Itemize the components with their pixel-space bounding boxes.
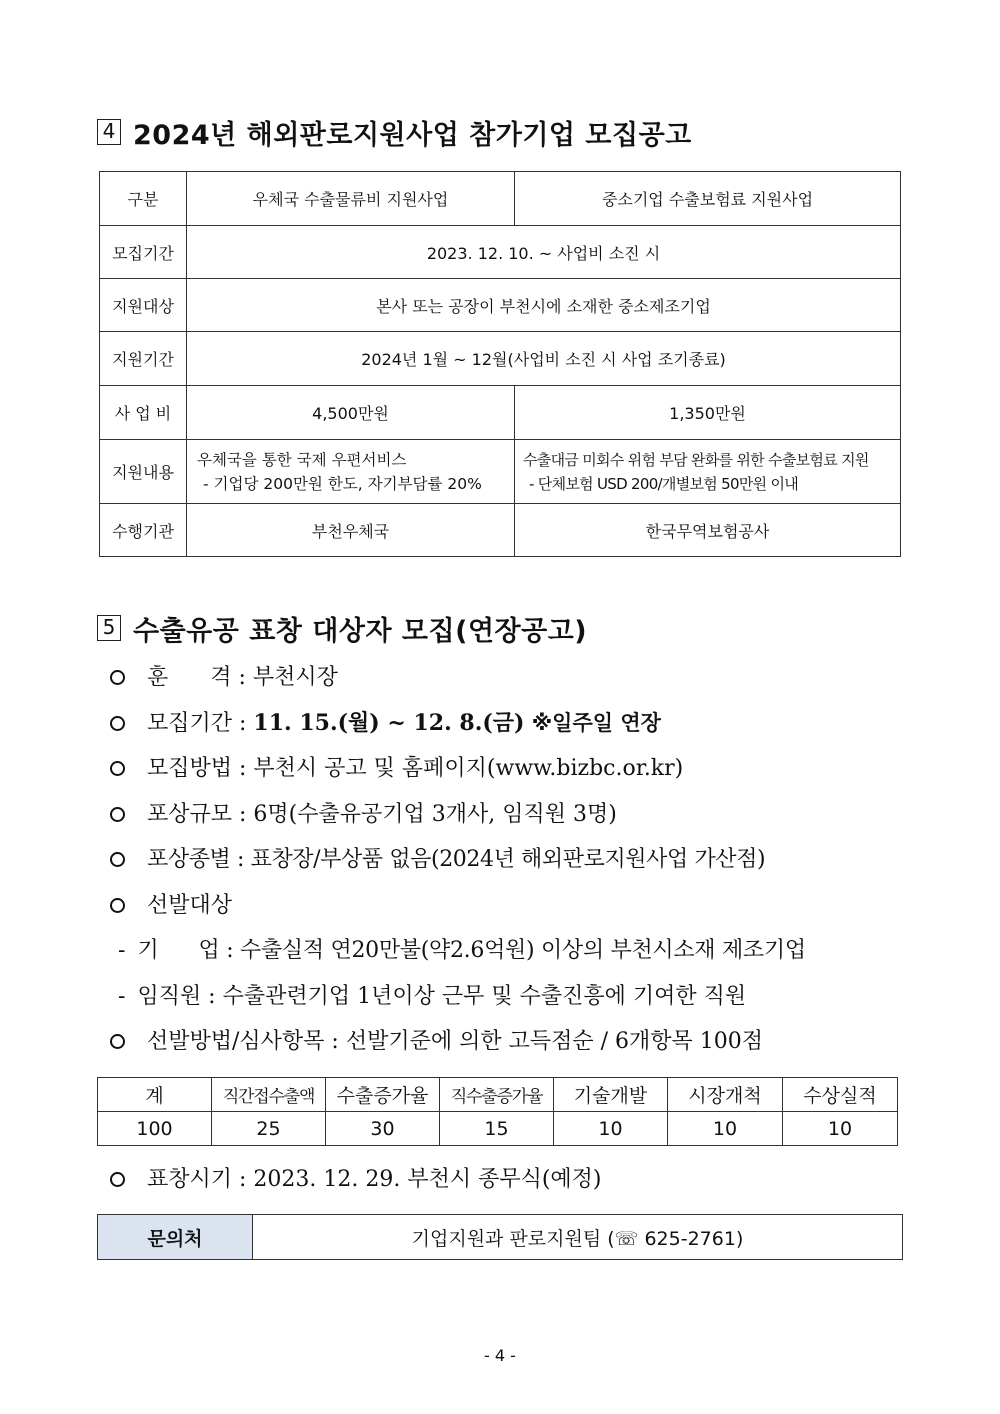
table-header-cell: 수상실적 bbox=[783, 1078, 898, 1112]
recruit-dates: 11. 15.(월) ~ 12. 8.(금) bbox=[253, 709, 525, 736]
table-header-cell: 시장개척 bbox=[668, 1078, 783, 1112]
table-cell: 한국무역보험공사 bbox=[515, 504, 901, 557]
selection-target-label: 선발대상 bbox=[147, 892, 233, 918]
recruit-method: 모집방법 : 부천시 공고 및 홈페이지(www.bizbc.or.kr) bbox=[147, 756, 684, 781]
page-number: - 4 - bbox=[484, 1346, 516, 1365]
table-cell: 2023. 12. 10. ~ 사업비 소진 시 bbox=[187, 226, 901, 279]
list-item bbox=[100, 655, 920, 701]
circle-bullet-icon bbox=[110, 761, 125, 776]
selection-criteria: 선발방법/심사항목 : 선발기준에 의한 고득점순 / 6개항목 100점 bbox=[147, 1029, 763, 1054]
target-employee: 임직원 : 수출관련기업 1년이상 근무 및 수출진흥에 기여한 직원 bbox=[137, 983, 747, 1009]
circle-bullet-icon bbox=[110, 1172, 125, 1187]
recruit-period-label: 모집기간 : bbox=[147, 710, 254, 736]
table-cell bbox=[187, 440, 515, 504]
list-item bbox=[100, 928, 920, 974]
table-header-cell: 구분 bbox=[100, 172, 187, 226]
list-item bbox=[100, 837, 920, 883]
table-header-cell: 계 bbox=[98, 1078, 212, 1112]
award-details-list bbox=[100, 655, 920, 1065]
table-row bbox=[100, 332, 901, 386]
circle-bullet-icon bbox=[110, 852, 125, 867]
table-row bbox=[100, 440, 901, 504]
list-item bbox=[100, 1157, 920, 1203]
table-header-cell: 기술개발 bbox=[554, 1078, 668, 1112]
list-item bbox=[100, 746, 920, 792]
section-number-box: 4 bbox=[97, 119, 121, 145]
table-cell: 부천우체국 bbox=[187, 504, 515, 557]
section-title: 수출유공 표창 대상자 모집(연장공고) bbox=[133, 615, 588, 647]
award-scale: 포상규모 : 6명(수출유공기업 3개사, 임직원 3명) bbox=[147, 801, 617, 827]
table-cell: 10 bbox=[668, 1112, 783, 1146]
table-row bbox=[98, 1112, 898, 1146]
table-cell: 10 bbox=[554, 1112, 668, 1146]
table-header-cell: 중소기업 수출보험료 지원사업 bbox=[515, 172, 901, 226]
table-row bbox=[100, 279, 901, 332]
circle-bullet-icon bbox=[110, 1034, 125, 1049]
award-grade: 훈 격 : 부천시장 bbox=[147, 665, 338, 690]
contact-label: 문의처 bbox=[98, 1215, 253, 1260]
table-row bbox=[98, 1078, 898, 1112]
list-item bbox=[100, 701, 920, 747]
table-header-cell: 우체국 수출물류비 지원사업 bbox=[187, 172, 515, 226]
section-number-box: 5 bbox=[97, 615, 121, 641]
table-header-cell: 직간접수출액 bbox=[212, 1078, 326, 1112]
ceremony-date: 표창시기 : 2023. 12. 29. 부천시 종무식(예정) bbox=[147, 1167, 602, 1192]
cell-line: - 단체보험 USD 200/개별보험 50만원 이내 bbox=[529, 474, 799, 493]
table-row bbox=[98, 1215, 903, 1260]
row-label: 지원내용 bbox=[100, 440, 187, 504]
table-cell: 2024년 1월 ~ 12월(사업비 소진 시 사업 조기종료) bbox=[187, 332, 901, 386]
dash-bullet: - bbox=[118, 938, 126, 963]
table-cell: 10 bbox=[783, 1112, 898, 1146]
table-row bbox=[100, 386, 901, 440]
table-cell bbox=[515, 440, 901, 504]
list-item bbox=[100, 1019, 920, 1065]
section-title: 2024년 해외판로지원사업 참가기업 모집공고 bbox=[133, 119, 692, 151]
extension-note: ※일주일 연장 bbox=[524, 710, 661, 735]
table-header-cell: 직수출증가율 bbox=[440, 1078, 554, 1112]
support-program-table bbox=[99, 171, 901, 557]
score-table bbox=[97, 1077, 898, 1146]
circle-bullet-icon bbox=[110, 807, 125, 822]
table-row bbox=[100, 226, 901, 279]
cell-line: 우체국을 통한 국제 우편서비스 bbox=[197, 450, 407, 469]
ceremony-list bbox=[100, 1157, 920, 1203]
dash-bullet: - bbox=[118, 983, 126, 1009]
table-cell: 100 bbox=[98, 1112, 212, 1146]
list-item bbox=[100, 974, 920, 1020]
table-row bbox=[100, 172, 901, 226]
table-cell: 본사 또는 공장이 부천시에 소재한 중소제조기업 bbox=[187, 279, 901, 332]
cell-line: 수출대금 미회수 위험 부담 완화를 위한 수출보험료 지원 bbox=[523, 450, 869, 469]
target-company: 기 업 : 수출실적 연20만불(약2.6억원) 이상의 부천시소재 제조기업 bbox=[137, 938, 806, 963]
list-item bbox=[100, 792, 920, 838]
row-label: 지원대상 bbox=[100, 279, 187, 332]
row-label: 수행기관 bbox=[100, 504, 187, 557]
table-cell: 4,500만원 bbox=[187, 386, 515, 440]
table-cell: 1,350만원 bbox=[515, 386, 901, 440]
section-4-heading bbox=[97, 112, 692, 152]
table-header-cell: 수출증가율 bbox=[326, 1078, 440, 1112]
table-cell: 15 bbox=[440, 1112, 554, 1146]
cell-line: - 기업당 200만원 한도, 자기부담률 20% bbox=[203, 474, 482, 493]
contact-value: 기업지원과 판로지원팀 (☏ 625-2761) bbox=[253, 1215, 903, 1260]
table-cell: 25 bbox=[212, 1112, 326, 1146]
row-label: 지원기간 bbox=[100, 332, 187, 386]
circle-bullet-icon bbox=[110, 898, 125, 913]
contact-table bbox=[97, 1214, 903, 1260]
award-type: 포상종별 : 표창장/부상품 없음(2024년 해외판로지원사업 가산점) bbox=[147, 847, 766, 872]
circle-bullet-icon bbox=[110, 716, 125, 731]
table-row bbox=[100, 504, 901, 557]
row-label: 모집기간 bbox=[100, 226, 187, 279]
list-item bbox=[100, 883, 920, 929]
circle-bullet-icon bbox=[110, 670, 125, 685]
section-5-heading bbox=[97, 608, 587, 648]
row-label: 사 업 비 bbox=[100, 386, 187, 440]
table-cell: 30 bbox=[326, 1112, 440, 1146]
